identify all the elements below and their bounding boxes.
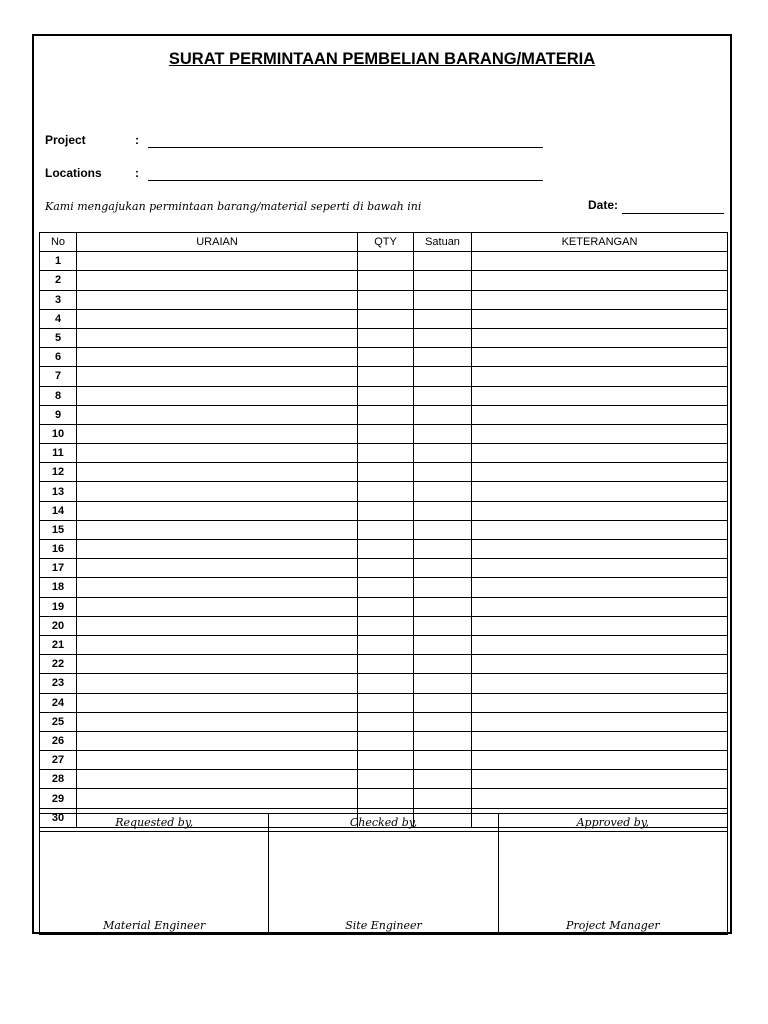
uraian-cell[interactable] bbox=[77, 770, 358, 789]
satuan-cell[interactable] bbox=[414, 290, 472, 309]
satuan-cell[interactable] bbox=[414, 540, 472, 559]
uraian-cell[interactable] bbox=[77, 540, 358, 559]
qty-cell[interactable] bbox=[358, 444, 414, 463]
project-field[interactable] bbox=[148, 147, 543, 148]
satuan-cell[interactable] bbox=[414, 424, 472, 443]
requested-by-signature-box[interactable] bbox=[40, 832, 269, 935]
qty-cell[interactable] bbox=[358, 731, 414, 750]
uraian-cell[interactable] bbox=[77, 789, 358, 808]
satuan-cell[interactable] bbox=[414, 520, 472, 539]
qty-cell[interactable] bbox=[358, 386, 414, 405]
keterangan-cell[interactable] bbox=[472, 674, 728, 693]
requested-by-heading: Requested by, bbox=[40, 814, 269, 832]
table-row bbox=[40, 751, 728, 770]
approved-by-signature-box[interactable] bbox=[498, 832, 727, 935]
row-number: 23 bbox=[40, 674, 77, 693]
satuan-cell[interactable] bbox=[414, 597, 472, 616]
row-number: 19 bbox=[40, 597, 77, 616]
satuan-cell[interactable] bbox=[414, 616, 472, 635]
table-row bbox=[40, 386, 728, 405]
table-row bbox=[40, 674, 728, 693]
row-number: 5 bbox=[40, 328, 77, 347]
qty-cell[interactable] bbox=[358, 252, 414, 271]
keterangan-cell[interactable] bbox=[472, 444, 728, 463]
row-number: 28 bbox=[40, 770, 77, 789]
keterangan-cell[interactable] bbox=[472, 770, 728, 789]
qty-cell[interactable] bbox=[358, 271, 414, 290]
table-row bbox=[40, 731, 728, 750]
row-number: 25 bbox=[40, 712, 77, 731]
uraian-cell[interactable] bbox=[77, 520, 358, 539]
keterangan-cell[interactable] bbox=[472, 309, 728, 328]
header-satuan: Satuan bbox=[414, 233, 472, 252]
satuan-cell[interactable] bbox=[414, 252, 472, 271]
uraian-cell[interactable] bbox=[77, 501, 358, 520]
satuan-cell[interactable] bbox=[414, 444, 472, 463]
uraian-cell[interactable] bbox=[77, 386, 358, 405]
qty-cell[interactable] bbox=[358, 635, 414, 654]
table-row bbox=[40, 348, 728, 367]
keterangan-cell[interactable] bbox=[472, 386, 728, 405]
uraian-cell[interactable] bbox=[77, 405, 358, 424]
qty-cell[interactable] bbox=[358, 674, 414, 693]
satuan-cell[interactable] bbox=[414, 635, 472, 654]
satuan-cell[interactable] bbox=[414, 367, 472, 386]
uraian-cell[interactable] bbox=[77, 635, 358, 654]
satuan-cell[interactable] bbox=[414, 693, 472, 712]
row-number: 8 bbox=[40, 386, 77, 405]
qty-cell[interactable] bbox=[358, 501, 414, 520]
keterangan-cell[interactable] bbox=[472, 290, 728, 309]
table-header-row bbox=[40, 233, 728, 252]
qty-cell[interactable] bbox=[358, 328, 414, 347]
table-row bbox=[40, 635, 728, 654]
keterangan-cell[interactable] bbox=[472, 405, 728, 424]
satuan-cell[interactable] bbox=[414, 271, 472, 290]
locations-colon: : bbox=[135, 166, 139, 180]
table-row bbox=[40, 405, 728, 424]
qty-cell[interactable] bbox=[358, 770, 414, 789]
keterangan-cell[interactable] bbox=[472, 578, 728, 597]
qty-cell[interactable] bbox=[358, 424, 414, 443]
qty-cell[interactable] bbox=[358, 405, 414, 424]
uraian-cell[interactable] bbox=[77, 424, 358, 443]
uraian-cell[interactable] bbox=[77, 444, 358, 463]
table-row bbox=[40, 540, 728, 559]
satuan-cell[interactable] bbox=[414, 309, 472, 328]
qty-cell[interactable] bbox=[358, 712, 414, 731]
row-number: 9 bbox=[40, 405, 77, 424]
table-row bbox=[40, 444, 728, 463]
qty-cell[interactable] bbox=[358, 367, 414, 386]
table-row bbox=[40, 463, 728, 482]
row-number: 22 bbox=[40, 655, 77, 674]
uraian-cell[interactable] bbox=[77, 597, 358, 616]
uraian-cell[interactable] bbox=[77, 463, 358, 482]
item-table bbox=[39, 232, 728, 828]
keterangan-cell[interactable] bbox=[472, 367, 728, 386]
uraian-cell[interactable] bbox=[77, 559, 358, 578]
row-number: 20 bbox=[40, 616, 77, 635]
row-number: 12 bbox=[40, 463, 77, 482]
qty-cell[interactable] bbox=[358, 655, 414, 674]
table-row bbox=[40, 616, 728, 635]
date-label: Date: bbox=[588, 198, 619, 212]
table-row bbox=[40, 712, 728, 731]
keterangan-cell[interactable] bbox=[472, 559, 728, 578]
signature-table bbox=[39, 813, 728, 935]
qty-cell[interactable] bbox=[358, 616, 414, 635]
keterangan-cell[interactable] bbox=[472, 520, 728, 539]
header-no: No bbox=[40, 233, 77, 252]
row-number: 2 bbox=[40, 271, 77, 290]
row-number: 26 bbox=[40, 731, 77, 750]
row-number: 24 bbox=[40, 693, 77, 712]
uraian-cell[interactable] bbox=[77, 328, 358, 347]
keterangan-cell[interactable] bbox=[472, 616, 728, 635]
qty-cell[interactable] bbox=[358, 348, 414, 367]
table-row bbox=[40, 559, 728, 578]
satuan-cell[interactable] bbox=[414, 482, 472, 501]
form-title: SURAT PERMINTAAN PEMBELIAN BARANG/MATERIA bbox=[168, 50, 596, 68]
keterangan-cell[interactable] bbox=[472, 424, 728, 443]
row-number: 16 bbox=[40, 540, 77, 559]
table-row bbox=[40, 693, 728, 712]
checked-by-heading: Checked by, bbox=[269, 814, 498, 832]
project-colon: : bbox=[135, 133, 139, 147]
qty-cell[interactable] bbox=[358, 520, 414, 539]
satuan-cell[interactable] bbox=[414, 348, 472, 367]
keterangan-cell[interactable] bbox=[472, 655, 728, 674]
keterangan-cell[interactable] bbox=[472, 501, 728, 520]
table-row bbox=[40, 309, 728, 328]
keterangan-cell[interactable] bbox=[472, 271, 728, 290]
table-row bbox=[40, 501, 728, 520]
signature-row bbox=[40, 832, 728, 935]
qty-cell[interactable] bbox=[358, 463, 414, 482]
satuan-cell[interactable] bbox=[414, 655, 472, 674]
satuan-cell[interactable] bbox=[414, 559, 472, 578]
qty-cell[interactable] bbox=[358, 751, 414, 770]
keterangan-cell[interactable] bbox=[472, 328, 728, 347]
uraian-cell[interactable] bbox=[77, 712, 358, 731]
row-number: 13 bbox=[40, 482, 77, 501]
material-engineer-role: Material Engineer bbox=[103, 919, 206, 932]
locations-field[interactable] bbox=[148, 180, 543, 181]
qty-cell[interactable] bbox=[358, 693, 414, 712]
table-row bbox=[40, 578, 728, 597]
table-row bbox=[40, 367, 728, 386]
table-row bbox=[40, 520, 728, 539]
row-number: 29 bbox=[40, 789, 77, 808]
keterangan-cell[interactable] bbox=[472, 751, 728, 770]
table-row bbox=[40, 655, 728, 674]
satuan-cell[interactable] bbox=[414, 751, 472, 770]
keterangan-cell[interactable] bbox=[472, 252, 728, 271]
table-row bbox=[40, 789, 728, 808]
row-number: 27 bbox=[40, 751, 77, 770]
site-engineer-role: Site Engineer bbox=[345, 919, 422, 932]
row-number: 4 bbox=[40, 309, 77, 328]
row-number: 18 bbox=[40, 578, 77, 597]
qty-cell[interactable] bbox=[358, 559, 414, 578]
qty-cell[interactable] bbox=[358, 540, 414, 559]
keterangan-cell[interactable] bbox=[472, 597, 728, 616]
keterangan-cell[interactable] bbox=[472, 482, 728, 501]
date-field[interactable] bbox=[622, 213, 724, 214]
satuan-cell[interactable] bbox=[414, 405, 472, 424]
uraian-cell[interactable] bbox=[77, 290, 358, 309]
row-number: 3 bbox=[40, 290, 77, 309]
row-number: 14 bbox=[40, 501, 77, 520]
row-number: 10 bbox=[40, 424, 77, 443]
header-keterangan: KETERANGAN bbox=[472, 233, 728, 252]
table-row bbox=[40, 328, 728, 347]
form-frame bbox=[32, 34, 732, 934]
satuan-cell[interactable] bbox=[414, 463, 472, 482]
uraian-cell[interactable] bbox=[77, 751, 358, 770]
qty-cell[interactable] bbox=[358, 578, 414, 597]
table-row bbox=[40, 271, 728, 290]
keterangan-cell[interactable] bbox=[472, 463, 728, 482]
keterangan-cell[interactable] bbox=[472, 712, 728, 731]
signature-heading-row bbox=[40, 814, 728, 832]
project-label: Project bbox=[45, 133, 86, 147]
keterangan-cell[interactable] bbox=[472, 693, 728, 712]
uraian-cell[interactable] bbox=[77, 578, 358, 597]
uraian-cell[interactable] bbox=[77, 693, 358, 712]
qty-cell[interactable] bbox=[358, 597, 414, 616]
checked-by-signature-box[interactable] bbox=[269, 832, 498, 935]
uraian-cell[interactable] bbox=[77, 252, 358, 271]
keterangan-cell[interactable] bbox=[472, 731, 728, 750]
table-row bbox=[40, 290, 728, 309]
satuan-cell[interactable] bbox=[414, 386, 472, 405]
table-row bbox=[40, 252, 728, 271]
uraian-cell[interactable] bbox=[77, 731, 358, 750]
uraian-cell[interactable] bbox=[77, 367, 358, 386]
intro-text: Kami mengajukan permintaan barang/material seperti di bawah ini bbox=[45, 200, 422, 213]
satuan-cell[interactable] bbox=[414, 770, 472, 789]
satuan-cell[interactable] bbox=[414, 712, 472, 731]
header-qty: QTY bbox=[358, 233, 414, 252]
row-number: 6 bbox=[40, 348, 77, 367]
satuan-cell[interactable] bbox=[414, 731, 472, 750]
row-number: 15 bbox=[40, 520, 77, 539]
row-number: 17 bbox=[40, 559, 77, 578]
row-number: 21 bbox=[40, 635, 77, 654]
satuan-cell[interactable] bbox=[414, 789, 472, 808]
uraian-cell[interactable] bbox=[77, 655, 358, 674]
approved-by-heading: Approved by, bbox=[498, 814, 727, 832]
uraian-cell[interactable] bbox=[77, 616, 358, 635]
satuan-cell[interactable] bbox=[414, 501, 472, 520]
qty-cell[interactable] bbox=[358, 309, 414, 328]
row-number: 7 bbox=[40, 367, 77, 386]
qty-cell[interactable] bbox=[358, 290, 414, 309]
locations-label: Locations bbox=[45, 166, 102, 180]
uraian-cell[interactable] bbox=[77, 348, 358, 367]
table-row bbox=[40, 597, 728, 616]
satuan-cell[interactable] bbox=[414, 328, 472, 347]
table-row bbox=[40, 770, 728, 789]
row-number: 11 bbox=[40, 444, 77, 463]
qty-cell[interactable] bbox=[358, 482, 414, 501]
keterangan-cell[interactable] bbox=[472, 635, 728, 654]
satuan-cell[interactable] bbox=[414, 578, 472, 597]
uraian-cell[interactable] bbox=[77, 674, 358, 693]
satuan-cell[interactable] bbox=[414, 674, 472, 693]
row-number: 1 bbox=[40, 252, 77, 271]
uraian-cell[interactable] bbox=[77, 271, 358, 290]
keterangan-cell[interactable] bbox=[472, 348, 728, 367]
row-number: 30 bbox=[40, 808, 77, 827]
qty-cell[interactable] bbox=[358, 789, 414, 808]
keterangan-cell[interactable] bbox=[472, 789, 728, 808]
header-uraian: URAIAN bbox=[77, 233, 358, 252]
uraian-cell[interactable] bbox=[77, 482, 358, 501]
table-row bbox=[40, 424, 728, 443]
table-row bbox=[40, 482, 728, 501]
uraian-cell[interactable] bbox=[77, 309, 358, 328]
project-manager-role: Project Manager bbox=[566, 919, 660, 932]
keterangan-cell[interactable] bbox=[472, 540, 728, 559]
